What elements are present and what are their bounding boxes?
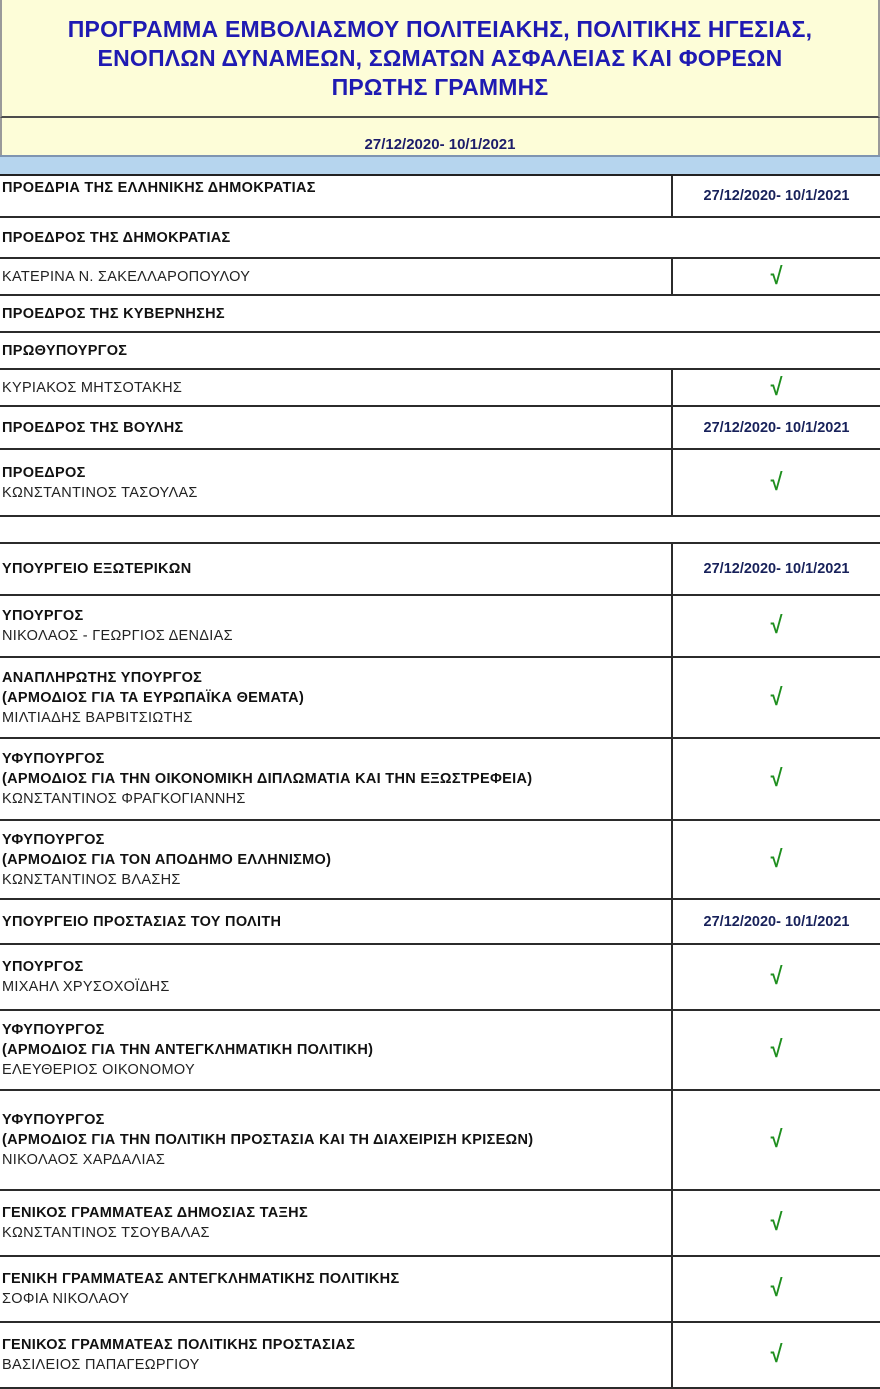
table-row [0, 406, 880, 449]
person-name: ΚΥΡΙΑΚΟΣ ΜΗΤΣΟΤΑΚΗΣ [2, 379, 183, 396]
role-responsibility: (ΑΡΜΟΔΙΟΣ ΓΙΑ ΤΟΝ ΑΠΟΔΗΜΟ ΕΛΛΗΝΙΣΜΟ) [2, 851, 332, 868]
role-title: ΠΡΩΘΥΠΟΥΡΓΟΣ [2, 342, 128, 359]
role-title: ΥΦΥΠΟΥΡΓΟΣ [2, 1112, 105, 1128]
check-mark-icon: √ [770, 683, 783, 711]
date-range-cell: 27/12/2020- 10/1/2021 [703, 188, 850, 204]
role-title: ΓΕΝΙΚΟΣ ΓΡΑΜΜΑΤΕΑΣ ΠΟΛΙΤΙΚΗΣ ΠΡΟΣΤΑΣΙΑΣ [2, 1337, 356, 1353]
section-title: ΠΡΟΕΔΡΟΣ ΤΗΣ ΒΟΥΛΗΣ [2, 419, 184, 436]
person-name: ΣΟΦΙΑ ΝΙΚΟΛΑΟΥ [2, 1291, 130, 1307]
check-mark-icon: √ [770, 1126, 783, 1153]
check-mark-icon: √ [770, 1275, 783, 1302]
role-title: ΠΡΟΕΔΡΟΣ ΤΗΣ ΔΗΜΟΚΡΑΤΙΑΣ [2, 229, 231, 246]
role-responsibility: (ΑΡΜΟΔΙΟΣ ΓΙΑ ΤΗΝ ΑΝΤΕΓΚΛΗΜΑΤΙΚΗ ΠΟΛΙΤΙΚΗ) [2, 1042, 374, 1058]
table-row [0, 1256, 880, 1322]
title-line: ΠΡΟΓΡΑΜΜΑ ΕΜΒΟΛΙΑΣΜΟΥ ΠΟΛΙΤΕΙΑΚΗΣ, ΠΟΛΙΤΙΚΗΣ ΗΓΕΣΙΑΣ, [67, 15, 813, 42]
table-row [0, 657, 880, 738]
role-responsibility: (ΑΡΜΟΔΙΟΣ ΓΙΑ ΤΗΝ ΟΙΚΟΝΟΜΙΚΗ ΔΙΠΛΩΜΑΤΙΑ ΚΑΙ ΤΗΝ ΕΞΩΣΤΡΕΦΕΙΑ) [2, 771, 533, 787]
role-title: ΥΦΥΠΟΥΡΓΟΣ [2, 831, 105, 848]
table-row [0, 1090, 880, 1190]
check-mark-icon: √ [770, 468, 783, 496]
role-title: ΥΠΟΥΡΓΟΣ [2, 608, 84, 624]
table-row [0, 369, 880, 406]
person-name: ΕΛΕΥΘΕΡΙΟΣ ΟΙΚΟΝΟΜΟΥ [2, 1062, 195, 1078]
table-row [0, 899, 880, 944]
check-mark-icon: √ [770, 1036, 783, 1063]
date-range-cell: 27/12/2020- 10/1/2021 [703, 419, 850, 436]
title-line: ΠΡΩΤΗΣ ΓΡΑΜΜΗΣ [331, 73, 549, 100]
table-row [0, 595, 880, 657]
person-name: ΚΩΝΣΤΑΝΤΙΝΟΣ ΤΣΟΥΒΑΛΑΣ [2, 1225, 210, 1241]
table-row [0, 295, 880, 332]
check-mark-icon: √ [770, 612, 783, 639]
section-title: ΠΡΟΕΔΡΟΣ ΤΗΣ ΚΥΒΕΡΝΗΣΗΣ [2, 305, 225, 322]
role-title: ΥΦΥΠΟΥΡΓΟΣ [2, 1022, 105, 1038]
role-title: ΥΠΟΥΡΓΟΣ [2, 959, 84, 975]
table-row [0, 449, 880, 516]
person-name: ΝΙΚΟΛΑΟΣ ΧΑΡΔΑΛΙΑΣ [2, 1152, 166, 1168]
table-row [0, 1190, 880, 1256]
check-mark-icon: √ [770, 373, 783, 401]
table-row [0, 820, 880, 899]
table-row [0, 217, 880, 258]
role-title: ΑΝΑΠΛΗΡΩΤΗΣ ΥΠΟΥΡΓΟΣ [2, 669, 203, 686]
spacer-row [0, 516, 880, 543]
check-mark-icon: √ [770, 765, 783, 792]
section-title: ΥΠΟΥΡΓΕΙΟ ΠΡΟΣΤΑΣΙΑΣ ΤΟΥ ΠΟΛΙΤΗ [2, 913, 282, 930]
title-line: ΕΝΟΠΛΩΝ ΔΥΝΑΜΕΩΝ, ΣΩΜΑΤΩΝ ΑΣΦΑΛΕΙΑΣ ΚΑΙ ΦΟΡΕΩΝ [97, 44, 783, 71]
period-label: 27/12/2020- 10/1/2021 [364, 136, 516, 153]
check-mark-icon: √ [770, 963, 783, 990]
vaccination-table [0, 176, 880, 1389]
role-title: ΥΦΥΠΟΥΡΓΟΣ [2, 751, 105, 767]
role-title: ΓΕΝΙΚΟΣ ΓΡΑΜΜΑΤΕΑΣ ΔΗΜΟΣΙΑΣ ΤΑΞΗΣ [2, 1205, 308, 1221]
person-name: ΚΩΝΣΤΑΝΤΙΝΟΣ ΦΡΑΓΚΟΓΙΑΝΝΗΣ [2, 791, 246, 807]
person-name: ΚΑΤΕΡΙΝΑ Ν. ΣΑΚΕΛΛΑΡΟΠΟΥΛΟΥ [2, 268, 251, 285]
check-mark-icon: √ [770, 1341, 783, 1368]
role-responsibility: (ΑΡΜΟΔΙΟΣ ΓΙΑ ΤΗΝ ΠΟΛΙΤΙΚΗ ΠΡΟΣΤΑΣΙΑ ΚΑΙ ΤΗ ΔΙΑΧΕΙΡΙΣΗ ΚΡΙΣΕΩΝ) [2, 1132, 534, 1148]
role-responsibility: (ΑΡΜΟΔΙΟΣ ΓΙΑ ΤΑ ΕΥΡΩΠΑΪΚΑ ΘΕΜΑΤΑ) [2, 689, 305, 706]
check-mark-icon: √ [770, 845, 783, 873]
person-name: ΚΩΝΣΤΑΝΤΙΝΟΣ ΤΑΣΟΥΛΑΣ [2, 484, 198, 501]
person-name: ΒΑΣΙΛΕΙΟΣ ΠΑΠΑΓΕΩΡΓΙΟΥ [2, 1357, 200, 1373]
table-row [0, 332, 880, 369]
document-header [0, 0, 880, 118]
person-name: ΝΙΚΟΛΑΟΣ - ΓΕΩΡΓΙΟΣ ΔΕΝΔΙΑΣ [2, 628, 233, 644]
section-title: ΥΠΟΥΡΓΕΙΟ ΕΞΩΤΕΡΙΚΩΝ [2, 561, 192, 577]
table-row [0, 258, 880, 295]
period-band [0, 118, 880, 155]
person-name: ΜΙΧΑΗΛ ΧΡΥΣΟΧΟΪΔΗΣ [2, 979, 170, 995]
table-row [0, 944, 880, 1010]
check-mark-icon: √ [770, 262, 783, 290]
role-title: ΠΡΟΕΔΡΟΣ [2, 464, 86, 481]
document-title [68, 15, 813, 102]
person-name: ΚΩΝΣΤΑΝΤΙΝΟΣ ΒΛΑΣΗΣ [2, 871, 181, 888]
person-name: ΜΙΛΤΙΑΔΗΣ ΒΑΡΒΙΤΣΙΩΤΗΣ [2, 709, 193, 726]
table-row [0, 543, 880, 595]
table-row [0, 176, 880, 217]
separator-band [0, 155, 880, 176]
role-title: ΓΕΝΙΚΗ ΓΡΑΜΜΑΤΕΑΣ ΑΝΤΕΓΚΛΗΜΑΤΙΚΗΣ ΠΟΛΙΤΙΚΗΣ [2, 1271, 400, 1287]
table-row [0, 1322, 880, 1388]
table-row [0, 738, 880, 820]
section-title: ΠΡΟΕΔΡΙΑ ΤΗΣ ΕΛΛΗΝΙΚΗΣ ΔΗΜΟΚΡΑΤΙΑΣ [2, 180, 316, 196]
date-range-cell: 27/12/2020- 10/1/2021 [703, 561, 850, 577]
table-row [0, 1010, 880, 1090]
check-mark-icon: √ [770, 1209, 783, 1236]
date-range-cell: 27/12/2020- 10/1/2021 [703, 913, 850, 930]
